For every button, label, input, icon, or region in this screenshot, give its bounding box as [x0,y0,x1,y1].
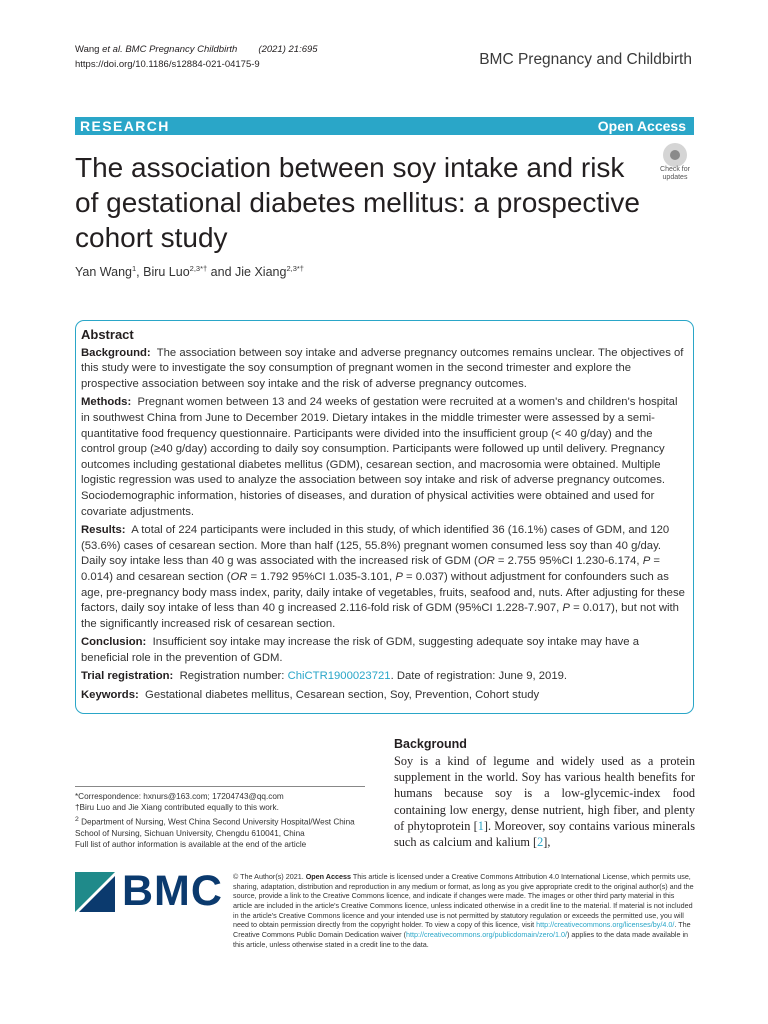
keywords-text: Gestational diabetes mellitus, Cesarean section, Soy, Prevention, Cohort study [145,689,540,702]
stat-symbol: OR [230,570,248,583]
section-text: Insufficient soy intake may increase the risk of GDM, suggesting adequate soy intake may have a beneficial role in the prevention of GDM. [81,636,640,664]
abstract-heading: Abstract [81,327,134,342]
full-author-info-note: Full list of author information is available at the end of the article [75,840,307,850]
citation-line [75,42,318,57]
author-separator: and [207,265,236,280]
section-text: The association between soy intake and adverse pregnancy outcomes remains unclear. The objectives of this study were to investigate the soy consumption of pregnant women in the second trimester and explore the prospective association between soy intake and the risk of adverse pregnancy outcomes. [81,346,684,390]
license-text: . The Creative Commons Public Domain Dedication waiver ( [233,920,691,939]
section-label: Results: [81,524,126,537]
license-text: This article is licensed under a Creative Commons Attribution 4.0 International License, which permits use, sharing, adaptation, distribution and reproduction in any medium or format, as long as you give appropriate credit to the original author(s) and the source, provide a link to the Creative Commons licence, and indicate if changes were made. The images or other third party material in this article are included in the article's Creative Commons licence, unless indicated otherwise in a credit line to the material. If material is not included in the article's Creative Commons licence and your intended use is not permitted by statutory regulation or exceeds the permitted use, you will need to obtain permission directly from the copyright holder. To view a copy of this licence, visit [233,872,694,930]
section-text: = 0.014) and cesarean section ( [81,555,660,583]
section-label: Background: [81,346,151,359]
footnote-divider [75,786,365,787]
section-text: = 1.792 95%CI 1.035-3.101, [247,570,396,583]
author-name[interactable]: Jie Xiang [235,265,287,280]
section-text: = 0.017), but not with the significantly increased risk of cesarean section. [81,602,679,630]
background-paragraph [394,753,695,850]
abstract-trial-registration [81,669,685,685]
section-label: Conclusion: [81,636,147,649]
bmc-logo-icon[interactable] [75,872,115,912]
abstract-methods [81,395,685,520]
abstract-results [81,523,685,632]
author-affiliation: 2,3*† [189,264,208,273]
citation-journal: et al. BMC Pregnancy Childbirth [102,44,238,55]
background-heading: Background [394,737,467,751]
license-text: ) applies to the data made available in this article, unless otherwise stated in a credit line to the data. [233,929,689,949]
citation-volume: (2021) 21:695 [258,44,318,55]
citation-authors: Wang [75,44,103,55]
stat-symbol: OR [477,555,495,568]
section-text: A total of 224 participants were included in this study, of which identified 36 (16.1%) cases of GDM, and 120 (53.6%) cases of cesarean section. More than half (125, 55.8%) pregnant women consumed less soy than 40 g/day. Daily soy intake less than 40 g was associated with the increased risk of GDM ( [81,524,670,568]
correspondence-note: *Correspondence: hxnurs@163.com; 17204743@qq.com [75,792,284,801]
section-text: . Date of registration: June 9, 2019. [390,670,568,683]
author-name[interactable]: Biru Luo [143,265,190,280]
article-title: The association between soy intake and risk of gestational diabetes mellitus: a prospective cohort study [75,152,640,253]
abstract-conclusion [81,635,685,666]
reference-link[interactable]: 1 [477,818,484,833]
stat-symbol: P [395,570,403,583]
author-separator: , [136,265,144,280]
bmc-logo-text[interactable]: BMC [122,867,223,915]
license-text: © The Author(s) 2021. [233,872,306,881]
check-for-updates-label[interactable] [655,166,695,182]
section-text: Pregnant women between 13 and 24 weeks of gestation were recruited at a women's and children's hospital in southwest China from June to December 2019. Dietary intakes in the middle trimester were assessed by a semi-quantitative food frequency questionnaire. Participants were divided into the insufficient group (< 40 g/day) and the control group (≥40 g/day) according to daily soy consumption. Participants were followed up until delivery. Pregnancy outcomes including gestational diabetes mellitus (GDM), cesarean section, and macrosomia were obtained. Multiple logistic regression was used to analyze the association between soy intake and risk of adverse pregnancy outcomes. Sociodemographic information, histories of diseases, and duration of physical activities were obtained and used for covariate adjustments. [81,396,678,518]
citation-block [75,42,318,72]
check-line-1: Check for [660,166,690,173]
license-notice [233,872,695,949]
section-label: Trial registration: [81,670,174,683]
stat-symbol: P [642,555,651,568]
body-text: ]. Moreover, soy contains various minerals such as calcium and kalium [ [394,818,695,850]
section-text: = 2.755 95%CI 1.230-6.174, [494,555,643,568]
check-for-updates-icon-center [670,150,680,160]
license-open-access: Open Access [305,872,351,881]
check-line-2: updates [662,174,688,181]
trial-registration-link[interactable]: ChiCTR1900023721 [287,670,391,683]
section-label: Methods: [81,396,132,409]
author-affiliation: 2,3*† [286,264,304,273]
author-name[interactable]: Yan Wang [75,265,132,280]
doi-link[interactable]: https://doi.org/10.1186/s12884-021-04175-9 [75,59,260,70]
open-access-label: Open Access [597,118,686,134]
section-label: Keywords: [81,689,139,702]
section-text: Registration number: [179,670,288,683]
article-type-label: RESEARCH [80,118,170,134]
body-text: ], [543,835,551,850]
equal-contribution-note: †Biru Luo and Jie Xiang contributed equally to this work. [75,803,279,813]
abstract-keywords [81,688,685,704]
abstract-content [81,327,685,707]
journal-name: BMC Pregnancy and Childbirth [479,51,692,68]
author-list [75,264,304,279]
stat-symbol: P [562,602,570,615]
reference-link[interactable]: 2 [537,835,544,850]
license-link[interactable]: http://creativecommons.org/publicdomain/zero/1.0/ [405,929,567,939]
affiliation-text: Department of Nursing, West China Second University Hospital/West China School of Nursing, Sichuan University, Chengdu 610041, China [75,817,355,838]
abstract-background [81,346,685,393]
body-text: Soy is a kind of legume and widely used as a protein supplement in the world. Soy has various health benefits for humans because soy is a low-glycemic-index food containing low energy, dense nutrient, high fiber, and plenty of phytoprotein [ [394,754,695,833]
license-link[interactable]: http://creativecommons.org/licenses/by/4.0/ [536,920,675,930]
footnotes [75,791,365,851]
section-text: = 0.037) without adjustment for confounders such as age, pre-pregnancy body mass index, parity, daily intake of vegetables, fruits, seafood and, nuts. After adjusting for these factors, daily soy intake of less than 40 g increased 2.116-fold risk of GDM (95%CI 1.228-7.907, [81,570,685,615]
affiliation-number: 2 [75,815,79,823]
affiliation-note [75,814,365,840]
author-affiliation: 1 [131,264,137,273]
